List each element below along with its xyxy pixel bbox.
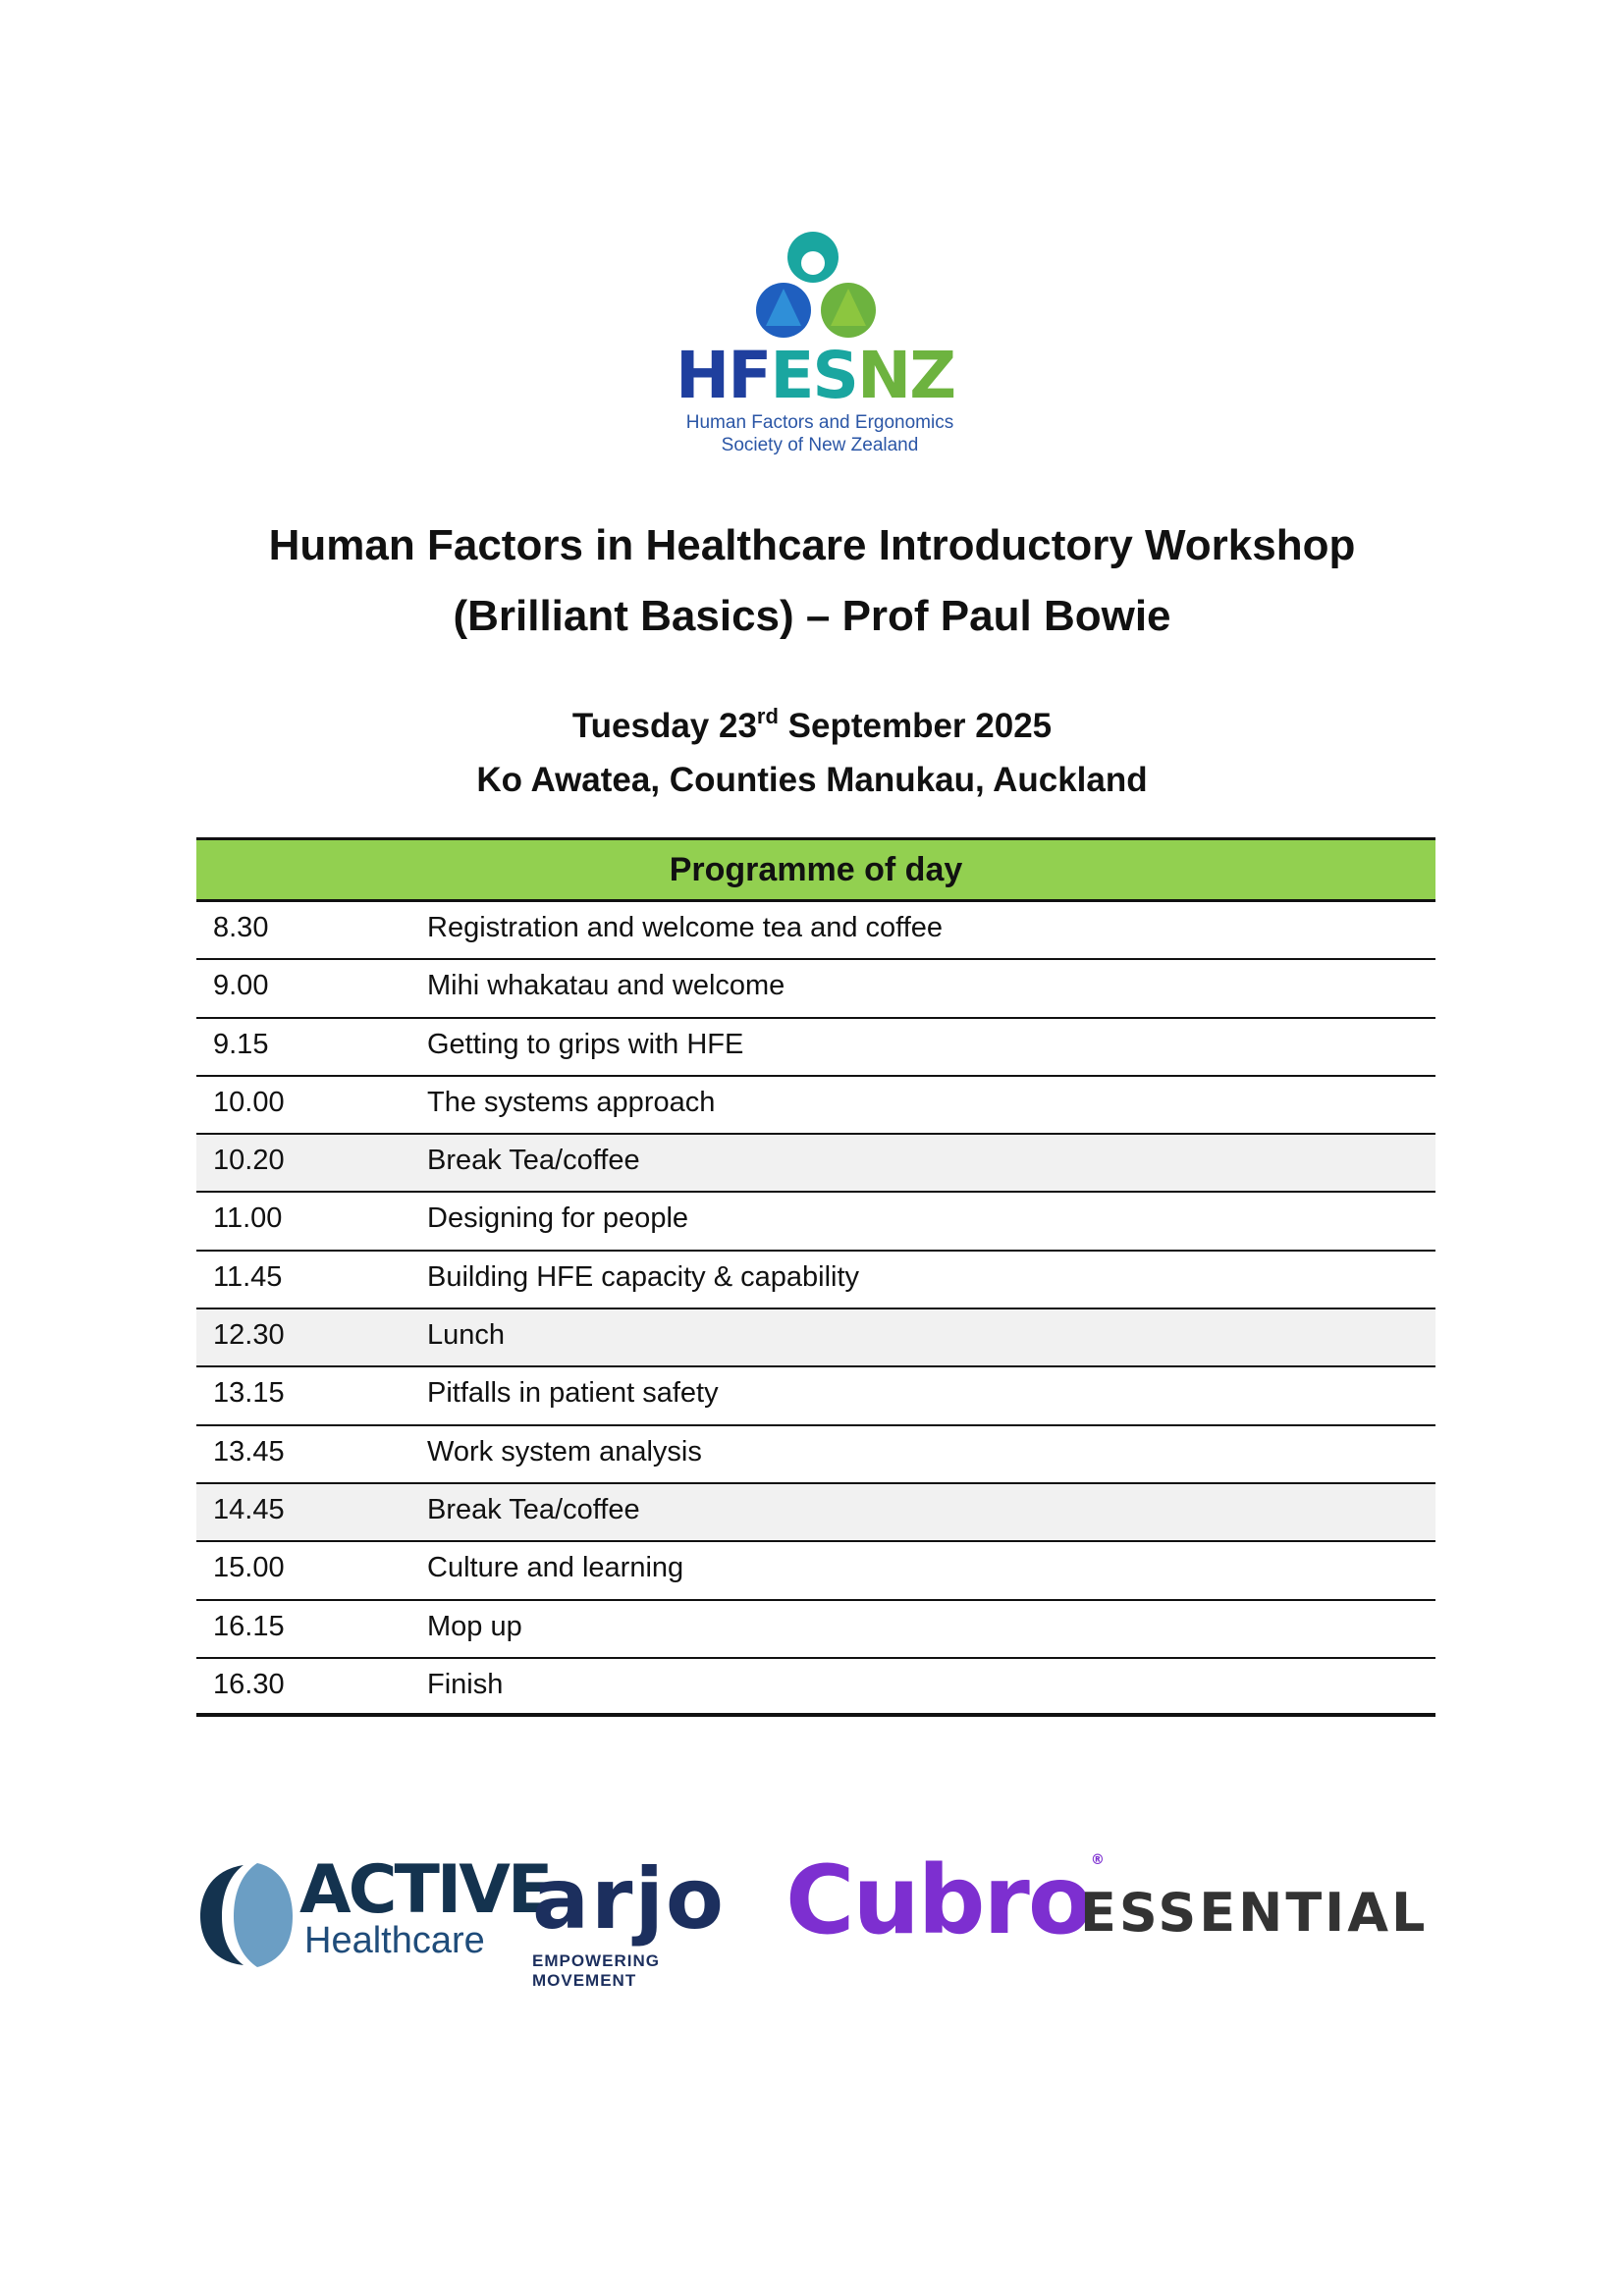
row-activity: The systems approach xyxy=(427,1086,716,1118)
row-activity: Work system analysis xyxy=(427,1435,702,1468)
row-activity: Break Tea/coffee xyxy=(427,1493,640,1525)
programme-heading: Programme of day xyxy=(196,837,1435,902)
table-row xyxy=(196,1309,1435,1367)
row-time: 10.20 xyxy=(213,1145,285,1177)
row-activity: Mop up xyxy=(427,1610,522,1642)
page-title xyxy=(0,510,1624,652)
event-date-rest: September 2025 xyxy=(778,707,1053,745)
event-venue: Ko Awatea, Counties Manukau, Auckland xyxy=(476,761,1148,799)
table-row xyxy=(196,1601,1435,1659)
row-activity: Getting to grips with HFE xyxy=(427,1028,744,1060)
active-healthcare-logo xyxy=(196,1851,551,1975)
row-activity: Lunch xyxy=(427,1319,506,1352)
arjo-wordmark: arjo xyxy=(532,1850,727,1949)
wordmark-hf: HF xyxy=(676,338,771,413)
table-row xyxy=(196,1193,1435,1251)
event-details xyxy=(0,699,1624,807)
active-healthcare-icon xyxy=(196,1861,295,1969)
row-activity: Mihi whakatau and welcome xyxy=(427,970,785,1002)
cubro-wordmark: Cubro xyxy=(785,1845,1091,1955)
logo-tagline-line1: Human Factors and Ergonomics xyxy=(685,412,954,433)
table-row xyxy=(196,1484,1435,1542)
event-date xyxy=(0,699,1624,753)
row-activity: Pitfalls in patient safety xyxy=(427,1377,719,1410)
hfesnz-emblem-icon xyxy=(668,226,972,344)
row-time: 13.45 xyxy=(213,1435,285,1468)
row-time: 11.00 xyxy=(213,1202,283,1235)
programme-rows xyxy=(196,902,1435,1717)
row-time: 13.15 xyxy=(213,1377,285,1410)
sponsor-logos xyxy=(196,1845,1435,1990)
row-activity: Designing for people xyxy=(427,1202,689,1235)
row-time: 12.30 xyxy=(213,1319,285,1352)
wordmark-nz: NZ xyxy=(856,338,955,413)
row-time: 16.15 xyxy=(213,1610,285,1642)
table-row xyxy=(196,1659,1435,1717)
row-time: 9.15 xyxy=(213,1028,269,1060)
programme-table xyxy=(196,837,1435,1717)
row-activity: Break Tea/coffee xyxy=(427,1145,640,1177)
row-time: 11.45 xyxy=(213,1260,283,1293)
cubro-logo xyxy=(785,1845,1103,1961)
active-wordmark: ACTIVE xyxy=(299,1851,551,1929)
table-row xyxy=(196,1135,1435,1193)
title-line2: (Brilliant Basics) – Prof Paul Bowie xyxy=(453,592,1171,640)
event-date-ordinal: rd xyxy=(756,704,779,728)
row-time: 14.45 xyxy=(213,1493,285,1525)
row-time: 8.30 xyxy=(213,912,269,943)
healthcare-wordmark: Healthcare xyxy=(304,1920,485,1961)
arjo-logo xyxy=(532,1850,768,1990)
row-activity: Finish xyxy=(427,1668,504,1700)
row-time: 10.00 xyxy=(213,1086,285,1118)
row-activity: Registration and welcome tea and coffee xyxy=(427,912,944,943)
table-row xyxy=(196,1367,1435,1425)
table-row xyxy=(196,1542,1435,1600)
table-row xyxy=(196,1019,1435,1077)
essential-logo: ESSENTIAL xyxy=(1080,1882,1429,1944)
row-time: 9.00 xyxy=(213,970,269,1002)
row-time: 16.30 xyxy=(213,1668,285,1700)
wordmark-es: ES xyxy=(770,338,857,413)
title-line1: Human Factors in Healthcare Introductory Workshop xyxy=(268,521,1356,569)
table-row xyxy=(196,1252,1435,1309)
arjo-tagline: EMPOWERING MOVEMENT xyxy=(532,1951,660,1990)
table-row xyxy=(196,1077,1435,1135)
event-date-prefix: Tuesday 23 xyxy=(571,707,757,745)
row-activity: Building HFE capacity & capability xyxy=(427,1260,860,1293)
row-activity: Culture and learning xyxy=(427,1552,684,1584)
hfesnz-logo xyxy=(668,226,972,461)
logo-tagline-line2: Society of New Zealand xyxy=(721,435,919,455)
table-row xyxy=(196,1426,1435,1484)
table-row xyxy=(196,902,1435,960)
row-time: 15.00 xyxy=(213,1552,285,1584)
cubro-registered-mark: ® xyxy=(1090,1852,1103,1868)
hfesnz-wordmark xyxy=(676,338,955,413)
table-row xyxy=(196,960,1435,1018)
